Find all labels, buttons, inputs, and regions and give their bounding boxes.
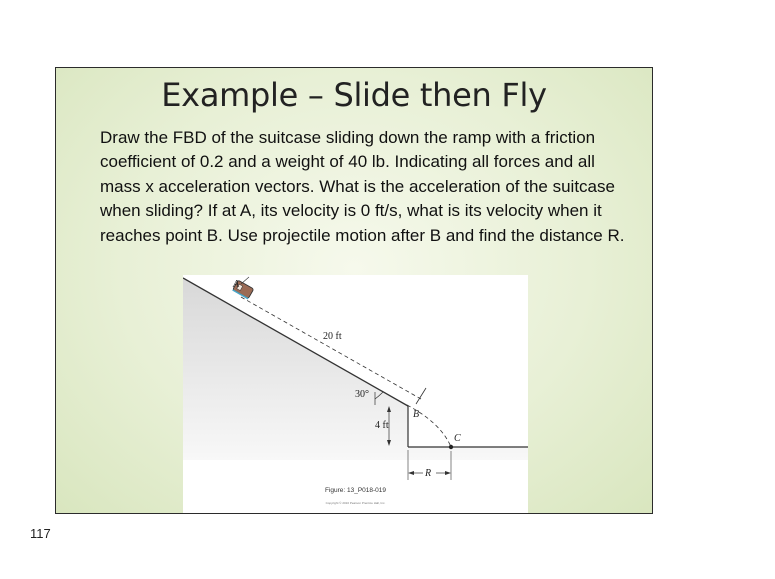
distance-r-arrow-left xyxy=(408,471,414,475)
ramp-diagram xyxy=(183,275,528,514)
label-distance-r: R xyxy=(425,468,432,479)
figure-caption: Figure: 13_P018-019 xyxy=(324,487,387,494)
label-point-b: B xyxy=(413,409,420,420)
figure-copyright: Copyright © 2010 Pearson Prentice Hall, Inc. xyxy=(325,501,386,505)
ramp-dim-end-tick xyxy=(416,388,426,404)
label-ramp-length: 20 ft xyxy=(323,331,342,342)
label-point-a: A xyxy=(233,279,240,290)
landing-point-c xyxy=(449,445,453,449)
page-number: 117 xyxy=(30,526,51,541)
suitcase-leader xyxy=(241,277,249,284)
slide-title: Example – Slide then Fly xyxy=(161,76,547,114)
ramp-figure xyxy=(183,275,528,514)
distance-r-arrow-right xyxy=(445,471,451,475)
slide xyxy=(55,67,653,514)
label-point-c: C xyxy=(454,433,461,444)
label-angle: 30° xyxy=(355,389,369,400)
label-height: 4 ft xyxy=(375,420,389,431)
ramp-body xyxy=(183,278,528,460)
slide-body-text: Draw the FBD of the suitcase sliding down the ramp with a friction coefficient of 0.2 and a weight of 40 lb. Indicating all forces and all mass x acceleration vectors. What is the acceleration of the suitcase when sliding? If at A, its velocity is 0 ft/s, what is its velocity when it reaches point B. Use projectile motion after B and find the distance R. xyxy=(100,128,625,245)
